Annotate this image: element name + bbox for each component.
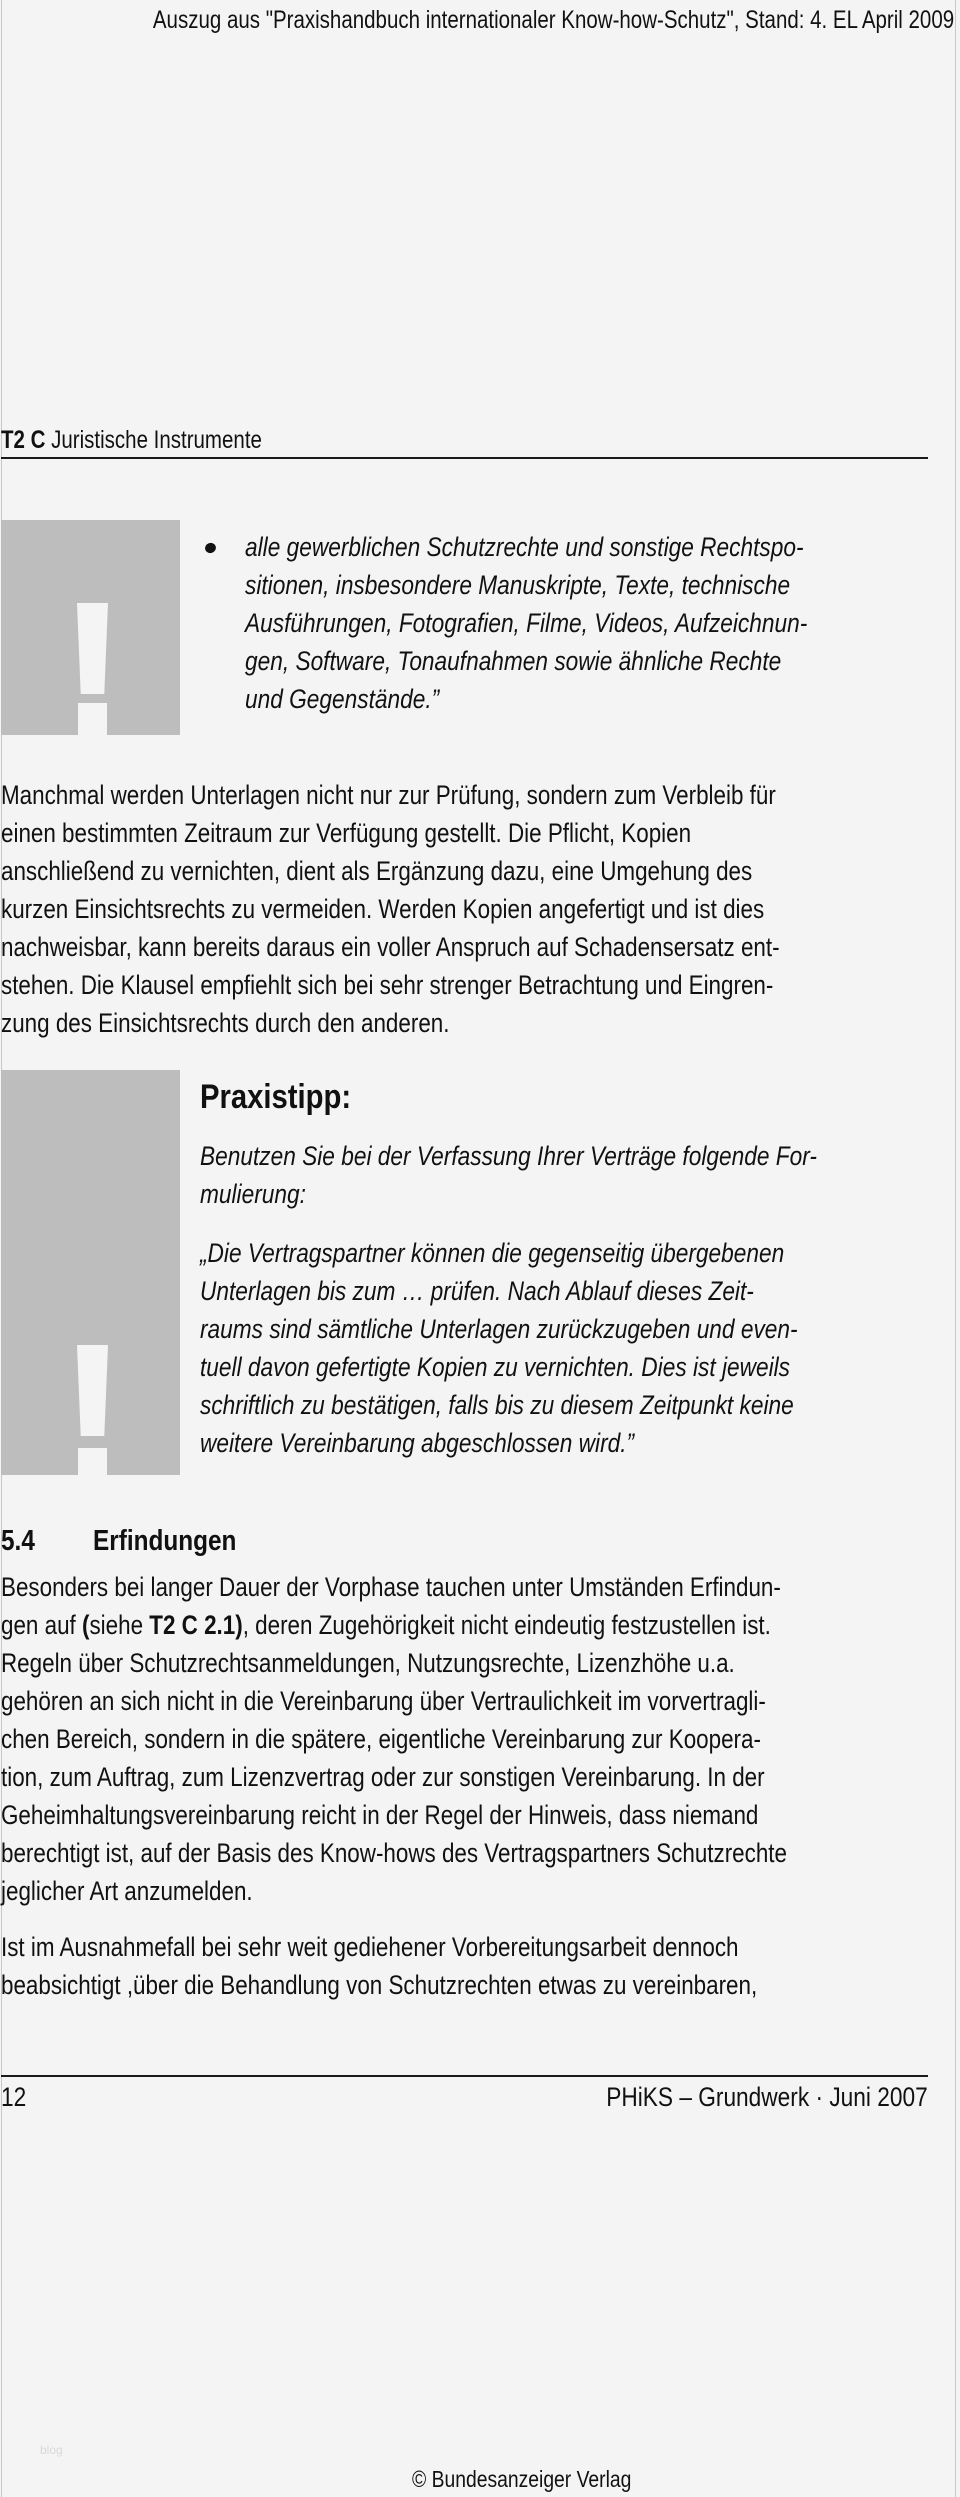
paragraph-line (1, 1610, 771, 1641)
exclamation-icon (1, 520, 180, 735)
paragraph-line: einen bestimmten Zeitraum zur Verfügung gestellt. Die Pflicht, Kopien (1, 818, 692, 848)
paragraph-line: berechtigt ist, auf der Basis des Know-hows des Vertragspartners Schutzrechte (1, 1838, 787, 1868)
praxistipp-quote-line: weitere Vereinbarung abgeschlossen wird.” (200, 1428, 635, 1458)
edition-label: PHiKS – Grundwerk · Juni 2007 (606, 2082, 928, 2112)
paragraph-line: chen Bereich, sondern in die spätere, eigentliche Vereinbarung zur Koopera- (1, 1724, 761, 1754)
paragraph-line: tion, zum Auftrag, zum Lizenzvertrag oder zur sonstigen Vereinbarung. In der (1, 1762, 765, 1792)
paragraph-line: anschließend zu vernichten, dient als Ergänzung dazu, eine Umgehung des (1, 856, 753, 886)
text-run: , deren Zugehörigkeit nicht eindeutig festzustellen ist. (242, 1610, 771, 1640)
text-run: gen auf (1, 1610, 83, 1640)
exclamation-stroke (77, 1345, 108, 1436)
copyright-notice: © Bundesanzeiger Verlag (412, 2466, 632, 2492)
praxistipp-quote-line: „Die Vertragspartner können die gegenseitig übergebenen (200, 1238, 785, 1268)
section-number: 5.4 (1, 1525, 35, 1557)
footer-rule (1, 2075, 928, 2077)
header-rule (1, 457, 928, 459)
paragraph-line: Regeln über Schutzrechtsanmeldungen, Nutzungsrechte, Lizenzhöhe u.a. (1, 1648, 735, 1678)
paragraph-line: stehen. Die Klausel empfiehlt sich bei sehr strenger Betrachtung und Eingren- (1, 970, 774, 1000)
paragraph-line: gehören an sich nicht in die Vereinbarung über Vertraulichkeit im vorvertragli- (1, 1686, 766, 1716)
praxistipp-heading: Praxistipp: (200, 1078, 352, 1116)
running-header (1, 426, 262, 455)
praxistipp-quote-line: Unterlagen bis zum … prüfen. Nach Ablauf dieses Zeit- (200, 1276, 754, 1306)
bullet-line: sitionen, insbesondere Manuskripte, Texte, technische (245, 570, 791, 600)
watermark: blog (40, 2443, 63, 2457)
praxistipp-intro-line: Benutzen Sie bei der Verfassung Ihrer Verträge folgende For- (200, 1141, 817, 1171)
bullet-line: und Gegenstände.” (245, 684, 440, 714)
praxistipp-quote-line: tuell davon gefertigte Kopien zu vernichten. Dies ist jeweils (200, 1352, 791, 1382)
page-number: 12 (1, 2082, 27, 2112)
paragraph-line: jeglicher Art anzumelden. (1, 1876, 253, 1906)
paren-open: ( (82, 1610, 90, 1640)
praxistipp-quote-line: schriftlich zu bestätigen, falls bis zu diesem Zeitpunkt keine (200, 1390, 794, 1420)
section-code: T2 C (1, 426, 46, 454)
exclamation-dot (78, 703, 107, 735)
section-title: Juristische Instrumente (51, 426, 262, 454)
paren-close: ) (235, 1610, 243, 1640)
see-label: siehe (89, 1610, 150, 1640)
exclamation-stroke (77, 603, 108, 694)
paragraph-line: nachweisbar, kann bereits daraus ein voller Anspruch auf Schadensersatz ent- (1, 932, 780, 962)
paragraph-line: Ist im Ausnahmefall bei sehr weit gediehener Vorbereitungsarbeit dennoch (1, 1932, 739, 1962)
paragraph-line: Manchmal werden Unterlagen nicht nur zur Prüfung, sondern zum Verbleib für (1, 780, 776, 810)
praxistipp-intro-line: mulierung: (200, 1179, 306, 1209)
section-heading: Erfindungen (93, 1525, 237, 1557)
exclamation-dot (78, 1448, 107, 1475)
page-right-border (955, 0, 956, 2497)
praxistipp-quote-line: raums sind sämtliche Unterlagen zurückzugeben und even- (200, 1314, 798, 1344)
excerpt-note: Auszug aus "Praxishandbuch internationaler Know-how-Schutz", Stand: 4. EL April 2009 (152, 6, 954, 34)
cross-reference-link[interactable]: T2 C 2.1 (149, 1610, 236, 1640)
paragraph-line: Besonders bei langer Dauer der Vorphase tauchen unter Umständen Erfindun- (1, 1572, 781, 1602)
paragraph-line: kurzen Einsichtsrechts zu vermeiden. Werden Kopien angefertigt und ist dies (1, 894, 765, 924)
bullet-line: gen, Software, Tonaufnahmen sowie ähnliche Rechte (245, 646, 782, 676)
paragraph-line: zung des Einsichtsrechts durch den anderen. (1, 1008, 450, 1038)
bullet-line: Ausführungen, Fotografien, Filme, Videos, Aufzeichnun- (245, 608, 808, 638)
bullet-icon (204, 541, 218, 554)
paragraph-line: beabsichtigt ,über die Behandlung von Schutzrechten etwas zu vereinbaren, (1, 1970, 758, 2000)
bullet-line: alle gewerblichen Schutzrechte und sonstige Rechtspo- (245, 532, 804, 562)
exclamation-icon (1, 1070, 180, 1475)
paragraph-line: Geheimhaltungsvereinbarung reicht in der Regel der Hinweis, dass niemand (1, 1800, 759, 1830)
